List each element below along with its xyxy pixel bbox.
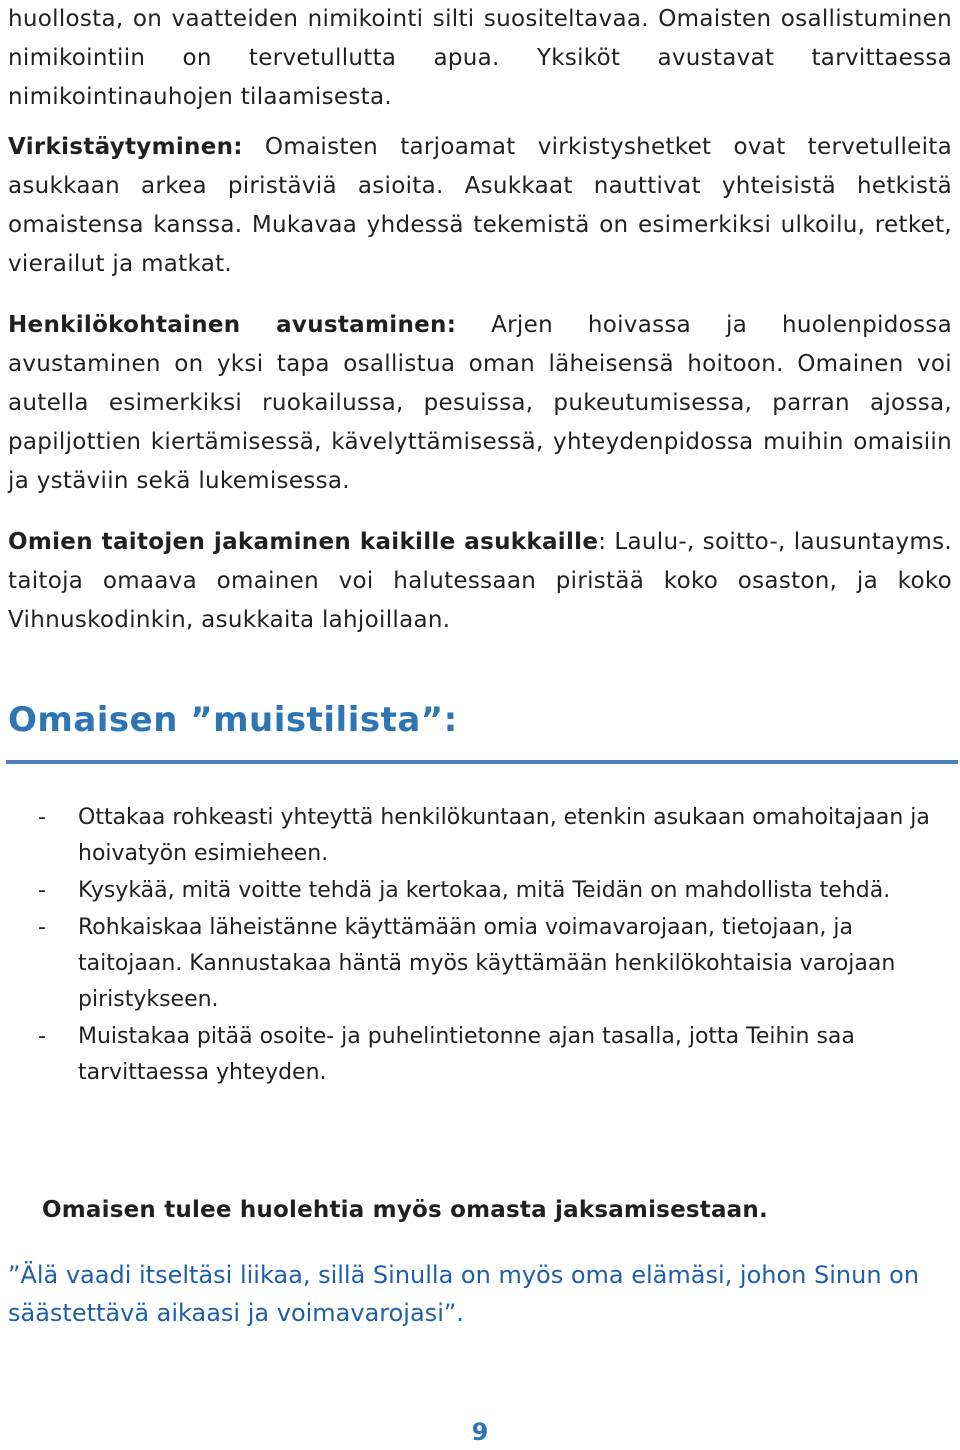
list-item <box>0 873 938 909</box>
list-item-text: Muistakaa pitää osoite- ja puhelintietonne ajan tasalla, jotta Teihin saa tarvittaessa yhteyden. <box>78 1024 855 1085</box>
list-bullet: - <box>38 1024 46 1049</box>
checklist-heading: Omaisen ”muistilista”: <box>8 700 458 740</box>
section-henkilokohtainen-avustaminen <box>8 306 952 501</box>
intro-paragraph <box>8 0 952 117</box>
self-care-note: Omaisen tulee huolehtia myös omasta jaksamisestaan. <box>42 1197 768 1223</box>
quote: ”Älä vaadi itseltäsi liikaa, sillä Sinulla on myös oma elämäsi, johon Sinun on säästettävä aikaasi ja voimavarojasi”. <box>8 1261 920 1327</box>
list-bullet: - <box>38 805 46 830</box>
section-body: Omaisten tarjoamat virkistyshetket ovat tervetulleita asukkaan arkea piristäviä asioita. Asukkaat nauttivat yhteisistä hetkistä omaistensa kanssa. Mukavaa yhdessä tekemistä on esimerkiksi ulkoilu, retket, vierailut ja matkat. <box>8 134 952 277</box>
list-item-text: Rohkaiskaa läheistänne käyttämään omia voimavarojaan, tietojaan, ja taitojaan. Kannustakaa häntä myös käyttämään henkilökohtaisia varojaan piristykseen. <box>78 915 896 1012</box>
section-omien-taitojen-jakaminen <box>8 523 952 640</box>
heading-divider <box>6 760 958 764</box>
section-virkistaytyminen <box>8 128 952 284</box>
list-item <box>0 800 938 872</box>
checklist <box>0 800 960 1092</box>
list-item <box>0 1019 938 1091</box>
list-bullet: - <box>38 878 46 903</box>
section-title: Henkilökohtainen avustaminen: <box>8 312 457 338</box>
list-bullet: - <box>38 915 46 940</box>
list-item <box>0 910 938 1018</box>
section-body: : Laulu-, soitto-, lausuntayms. taitoja omaava omainen voi halutessaan piristää koko osaston, ja koko Vihnuskodinkin, asukkaita lahjoillaan. <box>8 529 952 633</box>
intro-text: huollosta, on vaatteiden nimikointi silti suositeltavaa. Omaisten osallistuminen nimikointiin on tervetullutta apua. Yksiköt avustavat tarvittaessa nimikointinauhojen tilaamisesta. <box>8 6 952 110</box>
section-title: Omien taitojen jakaminen kaikille asukkaille <box>8 529 599 555</box>
list-item-text: Kysykää, mitä voitte tehdä ja kertokaa, mitä Teidän on mahdollista tehdä. <box>78 878 891 903</box>
list-item-text: Ottakaa rohkeasti yhteyttä henkilökuntaan, etenkin asukaan omahoitajaan ja hoivatyön esimieheen. <box>78 805 930 866</box>
section-title: Virkistäytyminen: <box>8 134 243 160</box>
section-body: Arjen hoivassa ja huolenpidossa avustaminen on yksi tapa osallistua oman läheisensä hoitoon. Omainen voi autella esimerkiksi ruokailussa, pesuissa, pukeutumisessa, parran ajossa, papiljottien kiertämisessä, kävelyttämisessä, yhteydenpidossa muihin omaisiin ja ystäviin sekä lukemisessa. <box>8 312 952 494</box>
page-number: 9 <box>471 1418 489 1446</box>
